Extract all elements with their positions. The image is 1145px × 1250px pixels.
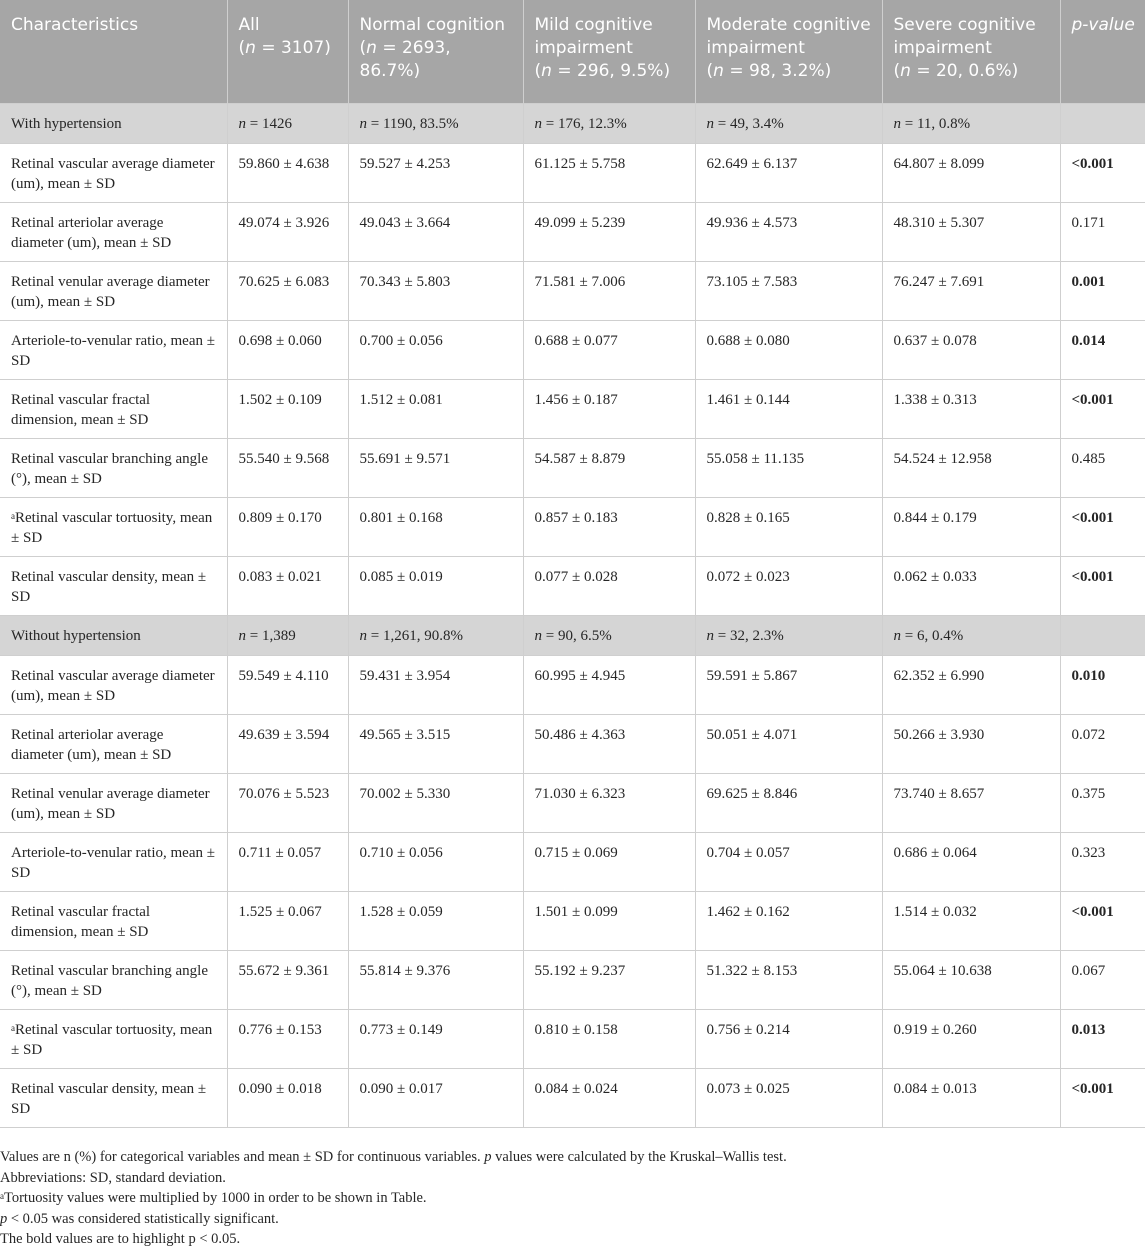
row-value: 55.672 ± 9.361 — [227, 950, 348, 1009]
row-value: 70.002 ± 5.330 — [348, 773, 523, 832]
row-value: 51.322 ± 8.153 — [695, 950, 882, 1009]
row-label: Retinal arteriolar average diameter (um), mean ± SD — [0, 202, 227, 261]
row-value: 55.192 ± 9.237 — [523, 950, 695, 1009]
table-row — [0, 891, 1145, 950]
footnote-tortuosity: $^a$Tortuosity values were multiplied by 1000 in order to be shown in Table. — [0, 1190, 427, 1206]
row-label: Retinal vascular density, mean ± SD — [0, 1068, 227, 1127]
row-p-value: 0.323 — [1060, 832, 1145, 891]
row-value: 55.691 ± 9.571 — [348, 438, 523, 497]
table-row — [0, 497, 1145, 556]
header-mild: Mild cognitive impairment (n = 296, 9.5%) — [523, 0, 695, 103]
row-value: 0.776 ± 0.153 — [227, 1009, 348, 1068]
row-value: 55.058 ± 11.135 — [695, 438, 882, 497]
row-p-value: 0.375 — [1060, 773, 1145, 832]
row-value: 0.710 ± 0.056 — [348, 832, 523, 891]
table-body — [0, 103, 1145, 1127]
footnote-significance: p < 0.05 was considered statistically significant. — [0, 1210, 279, 1227]
row-value: 73.105 ± 7.583 — [695, 261, 882, 320]
header-p-value: p-value — [1060, 0, 1145, 103]
table-row — [0, 320, 1145, 379]
footnote-bold: The bold values are to highlight p < 0.05. — [0, 1231, 241, 1247]
group-count: n = 1190, 83.5% — [348, 103, 523, 143]
row-value: 0.698 ± 0.060 — [227, 320, 348, 379]
header-normal-cognition: Normal cognition (n = 2693, 86.7%) — [348, 0, 523, 103]
row-p-value: 0.014 — [1060, 320, 1145, 379]
row-p-value: <0.001 — [1060, 556, 1145, 615]
row-p-value: 0.013 — [1060, 1009, 1145, 1068]
row-label: Retinal vascular fractal dimension, mean ± SD — [0, 379, 227, 438]
row-value: 62.352 ± 6.990 — [882, 655, 1060, 714]
group-count: n = 11, 0.8% — [882, 103, 1060, 143]
row-value: 69.625 ± 8.846 — [695, 773, 882, 832]
row-value: 59.860 ± 4.638 — [227, 143, 348, 202]
table-row — [0, 379, 1145, 438]
row-value: 1.514 ± 0.032 — [882, 891, 1060, 950]
group-count: n = 1,389 — [227, 615, 348, 655]
group-label: Without hypertension — [0, 615, 227, 655]
table-row — [0, 655, 1145, 714]
row-value: 1.462 ± 0.162 — [695, 891, 882, 950]
group-count: n = 6, 0.4% — [882, 615, 1060, 655]
row-value: 1.338 ± 0.313 — [882, 379, 1060, 438]
row-value: 0.919 ± 0.260 — [882, 1009, 1060, 1068]
row-p-value: <0.001 — [1060, 891, 1145, 950]
row-value: 70.343 ± 5.803 — [348, 261, 523, 320]
row-value: 0.090 ± 0.018 — [227, 1068, 348, 1127]
row-value: 0.704 ± 0.057 — [695, 832, 882, 891]
row-label: Retinal vascular density, mean ± SD — [0, 556, 227, 615]
row-value: 0.844 ± 0.179 — [882, 497, 1060, 556]
footnote-values: Values are n (%) for categorical variables and mean ± SD for continuous variables. p values were calculated by the Kruskal–Wallis test. — [0, 1149, 787, 1165]
row-value: 59.527 ± 4.253 — [348, 143, 523, 202]
row-p-value: <0.001 — [1060, 1068, 1145, 1127]
row-value: 55.064 ± 10.638 — [882, 950, 1060, 1009]
group-p-empty — [1060, 103, 1145, 143]
row-value: 0.083 ± 0.021 — [227, 556, 348, 615]
row-value: 49.565 ± 3.515 — [348, 714, 523, 773]
row-value: 0.700 ± 0.056 — [348, 320, 523, 379]
row-value: 1.502 ± 0.109 — [227, 379, 348, 438]
row-value: 1.525 ± 0.067 — [227, 891, 348, 950]
table-row — [0, 714, 1145, 773]
group-count: n = 49, 3.4% — [695, 103, 882, 143]
row-value: 48.310 ± 5.307 — [882, 202, 1060, 261]
row-value: 0.857 ± 0.183 — [523, 497, 695, 556]
group-count: n = 176, 12.3% — [523, 103, 695, 143]
row-label: $^a$Retinal vascular tortuosity, mean ± SD — [0, 1009, 227, 1068]
row-value: 55.540 ± 9.568 — [227, 438, 348, 497]
row-value: 1.501 ± 0.099 — [523, 891, 695, 950]
header-moderate: Moderate cognitive impairment (n = 98, 3.2%) — [695, 0, 882, 103]
row-value: 0.711 ± 0.057 — [227, 832, 348, 891]
row-label: Retinal vascular fractal dimension, mean ± SD — [0, 891, 227, 950]
header-characteristics: Characteristics — [0, 0, 227, 103]
row-value: 0.688 ± 0.077 — [523, 320, 695, 379]
row-value: 73.740 ± 8.657 — [882, 773, 1060, 832]
row-value: 50.266 ± 3.930 — [882, 714, 1060, 773]
row-p-value: <0.001 — [1060, 143, 1145, 202]
row-value: 49.639 ± 3.594 — [227, 714, 348, 773]
row-value: 61.125 ± 5.758 — [523, 143, 695, 202]
table-row — [0, 438, 1145, 497]
row-label: Retinal venular average diameter (um), mean ± SD — [0, 261, 227, 320]
row-value: 0.756 ± 0.214 — [695, 1009, 882, 1068]
row-value: 50.486 ± 4.363 — [523, 714, 695, 773]
row-value: 55.814 ± 9.376 — [348, 950, 523, 1009]
row-label: Retinal vascular branching angle (°), mean ± SD — [0, 950, 227, 1009]
row-value: 49.099 ± 5.239 — [523, 202, 695, 261]
row-label: Retinal venular average diameter (um), mean ± SD — [0, 773, 227, 832]
row-value: 54.524 ± 12.958 — [882, 438, 1060, 497]
row-p-value: 0.072 — [1060, 714, 1145, 773]
row-p-value: 0.001 — [1060, 261, 1145, 320]
row-value: 71.581 ± 7.006 — [523, 261, 695, 320]
row-p-value: 0.485 — [1060, 438, 1145, 497]
group-row — [0, 103, 1145, 143]
row-label: Retinal vascular average diameter (um), mean ± SD — [0, 655, 227, 714]
group-label: With hypertension — [0, 103, 227, 143]
row-value: 0.062 ± 0.033 — [882, 556, 1060, 615]
header-severe: Severe cognitive impairment (n = 20, 0.6%) — [882, 0, 1060, 103]
row-value: 0.077 ± 0.028 — [523, 556, 695, 615]
header-all: All (n = 3107) — [227, 0, 348, 103]
row-value: 70.625 ± 6.083 — [227, 261, 348, 320]
row-value: 64.807 ± 8.099 — [882, 143, 1060, 202]
row-value: 0.072 ± 0.023 — [695, 556, 882, 615]
row-value: 0.090 ± 0.017 — [348, 1068, 523, 1127]
row-value: 0.809 ± 0.170 — [227, 497, 348, 556]
row-value: 0.084 ± 0.013 — [882, 1068, 1060, 1127]
table-header-row — [0, 0, 1145, 103]
row-value: 0.637 ± 0.078 — [882, 320, 1060, 379]
row-value: 70.076 ± 5.523 — [227, 773, 348, 832]
row-value: 54.587 ± 8.879 — [523, 438, 695, 497]
row-value: 49.043 ± 3.664 — [348, 202, 523, 261]
row-value: 76.247 ± 7.691 — [882, 261, 1060, 320]
group-count: n = 1,261, 90.8% — [348, 615, 523, 655]
row-value: 0.688 ± 0.080 — [695, 320, 882, 379]
footnote-abbreviations: Abbreviations: SD, standard deviation. — [0, 1169, 226, 1186]
row-p-value: 0.171 — [1060, 202, 1145, 261]
table-row — [0, 1009, 1145, 1068]
row-value: 71.030 ± 6.323 — [523, 773, 695, 832]
row-value: 0.084 ± 0.024 — [523, 1068, 695, 1127]
row-value: 0.773 ± 0.149 — [348, 1009, 523, 1068]
row-label: $^a$Retinal vascular tortuosity, mean ± SD — [0, 497, 227, 556]
table-row — [0, 143, 1145, 202]
row-label: Retinal vascular branching angle (°), mean ± SD — [0, 438, 227, 497]
row-value: 1.461 ± 0.144 — [695, 379, 882, 438]
table-footnotes — [0, 1147, 1145, 1250]
row-value: 0.828 ± 0.165 — [695, 497, 882, 556]
table-row — [0, 1068, 1145, 1127]
row-value: 0.810 ± 0.158 — [523, 1009, 695, 1068]
row-label: Retinal arteriolar average diameter (um), mean ± SD — [0, 714, 227, 773]
row-p-value: 0.010 — [1060, 655, 1145, 714]
table-row — [0, 832, 1145, 891]
row-value: 1.456 ± 0.187 — [523, 379, 695, 438]
table-row — [0, 202, 1145, 261]
row-p-value: <0.001 — [1060, 497, 1145, 556]
table-row — [0, 950, 1145, 1009]
table-row — [0, 556, 1145, 615]
row-p-value: 0.067 — [1060, 950, 1145, 1009]
row-value: 59.431 ± 3.954 — [348, 655, 523, 714]
row-label: Arteriole-to-venular ratio, mean ± SD — [0, 320, 227, 379]
group-count: n = 32, 2.3% — [695, 615, 882, 655]
group-count: n = 1426 — [227, 103, 348, 143]
row-value: 59.549 ± 4.110 — [227, 655, 348, 714]
row-value: 1.528 ± 0.059 — [348, 891, 523, 950]
row-value: 62.649 ± 6.137 — [695, 143, 882, 202]
row-label: Retinal vascular average diameter (um), mean ± SD — [0, 143, 227, 202]
row-label: Arteriole-to-venular ratio, mean ± SD — [0, 832, 227, 891]
row-value: 0.686 ± 0.064 — [882, 832, 1060, 891]
row-p-value: <0.001 — [1060, 379, 1145, 438]
table-row — [0, 773, 1145, 832]
row-value: 0.085 ± 0.019 — [348, 556, 523, 615]
row-value: 1.512 ± 0.081 — [348, 379, 523, 438]
group-row — [0, 615, 1145, 655]
row-value: 49.936 ± 4.573 — [695, 202, 882, 261]
group-p-empty — [1060, 615, 1145, 655]
row-value: 59.591 ± 5.867 — [695, 655, 882, 714]
row-value: 49.074 ± 3.926 — [227, 202, 348, 261]
row-value: 60.995 ± 4.945 — [523, 655, 695, 714]
group-count: n = 90, 6.5% — [523, 615, 695, 655]
row-value: 0.715 ± 0.069 — [523, 832, 695, 891]
table-row — [0, 261, 1145, 320]
row-value: 50.051 ± 4.071 — [695, 714, 882, 773]
row-value: 0.801 ± 0.168 — [348, 497, 523, 556]
row-value: 0.073 ± 0.025 — [695, 1068, 882, 1127]
